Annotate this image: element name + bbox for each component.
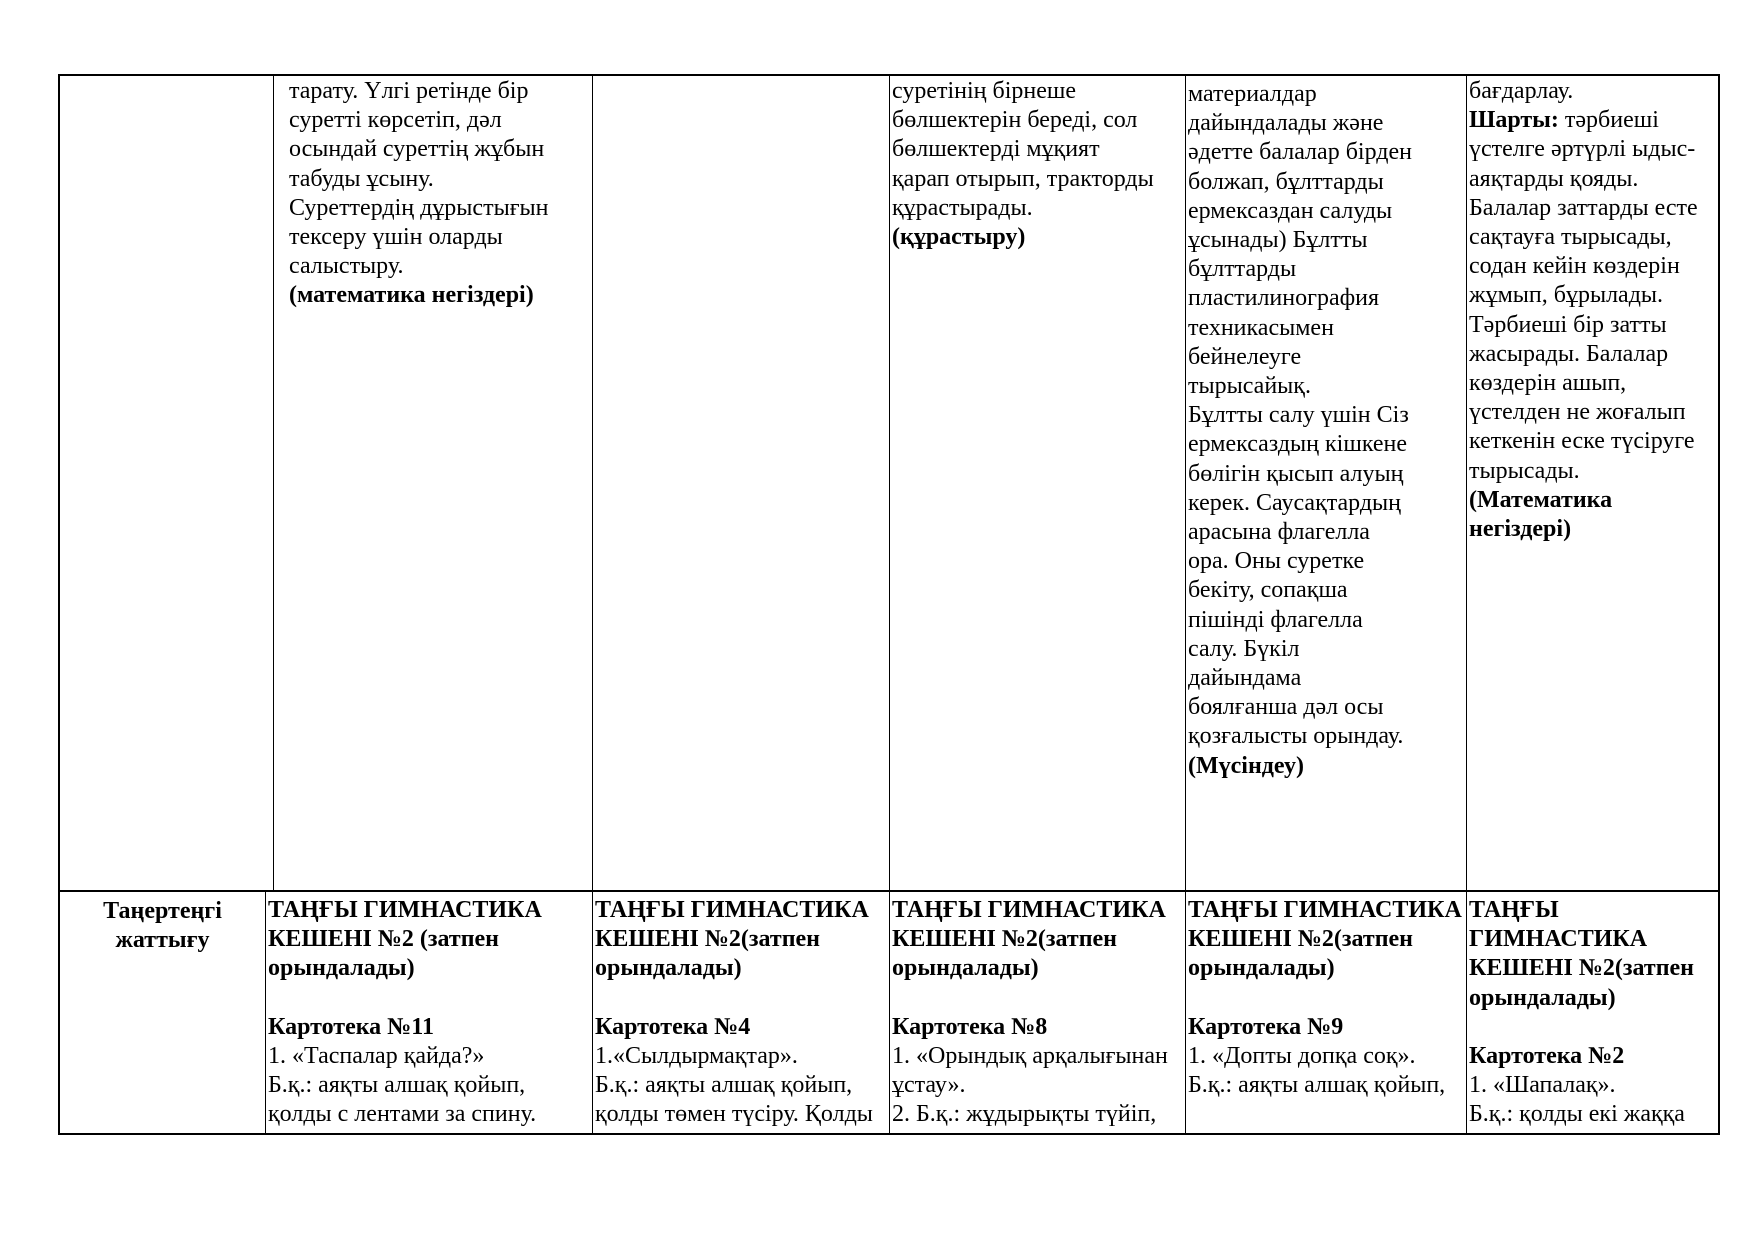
col-divider — [1466, 74, 1467, 891]
col-divider — [592, 890, 593, 1134]
col-divider — [889, 74, 890, 891]
row2-col2: ТАҢҒЫ ГИМНАСТИКА КЕШЕНІ №2(затпен орындалады) Картотека №4 1.«Сылдырмақтар». Б.қ.: аяқты алшақ қойып, қолды төмен түсіру. Қолды — [595, 896, 887, 1132]
row1-col5: бағдарлау. Шарты: тәрбиеші үстелге әртүрлі ыдыс- аяқтарды қояды. Балалар заттарды есте сақтауға тырысады, содан кейін көздерін жұмып, бұрылады. Тәрбиеші бір затты жасырады. Балалар көздерін ашып, үстелден не жоғалып кеткенін еске түсіруге тырысады. (Математика негіздері) — [1469, 77, 1717, 887]
row2-col3: ТАҢҒЫ ГИМНАСТИКА КЕШЕНІ №2(затпен орындалады) Картотека №8 1. «Орындық арқалығынан ұстау». 2. Б.қ.: жұдырықты түйіп, — [892, 896, 1184, 1132]
table-border-right — [1718, 74, 1720, 1135]
card-number: Картотека №9 — [1188, 1013, 1344, 1040]
col-divider — [1185, 890, 1186, 1134]
subject-tag: негіздері) — [1469, 516, 1572, 543]
col-divider — [889, 890, 890, 1134]
card-number: Картотека №2 — [1469, 1042, 1625, 1069]
col-divider — [1466, 890, 1467, 1134]
row2-col5: ТАҢҒЫ ГИМНАСТИКА КЕШЕНІ №2(затпен орындалады) Картотека №2 1. «Шапалақ». Б.қ.: қолды екі жаққа — [1469, 896, 1717, 1132]
card-number: Картотека №11 — [268, 1013, 434, 1040]
card-number: Картотека №4 — [595, 1013, 751, 1040]
row2-col4: ТАҢҒЫ ГИМНАСТИКА КЕШЕНІ №2(затпен орындалады) Картотека №9 1. «Допты допқа соқ». Б.қ.: аяқты алшақ қойып, — [1188, 896, 1464, 1132]
row1-col1: тарату. Үлгі ретінде бір суретті көрсетіп, дәл осындай суреттің жұбын табуды ұсыну. Суреттердің дұрыстығын тексеру үшін оларды салыстыру. (математика негіздері) — [289, 77, 589, 887]
row1-col3: суретінің бірнеше бөлшектерін береді, сол бөлшектерді мұқият қарап отырып, тракторды құрастырады. (құрастыру) — [892, 77, 1184, 887]
subject-tag: (Математика — [1469, 486, 1613, 513]
subject-tag: (математика негіздері) — [289, 282, 534, 309]
condition-line: Шарты: тәрбиеші — [1469, 107, 1659, 134]
col-divider — [265, 890, 266, 1134]
card-number: Картотека №8 — [892, 1013, 1048, 1040]
subject-tag: (құрастыру) — [892, 224, 1026, 251]
row-label: Таңертеңгі жаттығу — [103, 898, 222, 954]
row1-col2 — [595, 77, 885, 887]
col-divider — [1185, 74, 1186, 891]
subject-tag: (Мүсіндеу) — [1188, 752, 1304, 779]
row1-col4: материалдар дайындалады және әдетте балалар бірден болжап, бұлттарды ермексаздан салуды ұсынады) Бұлтты бұлттарды пластилинография техникасымен бейнелеуге тырысайық. Бұлтты салу үшін Сіз ермексаздың кішкене бөлігін қысып алуың керек. Саусақтардың арасына флагелла ора. Оны суретке бекіту, сопақша пішінді флагелла салу. Бүкіл дайындама боялғанша дәл осы қозғалысты орындау. (Мүсіндеу) — [1188, 80, 1464, 890]
col-divider — [592, 74, 593, 891]
col-divider — [273, 74, 274, 891]
row2-col1: ТАҢҒЫ ГИМНАСТИКА КЕШЕНІ №2 (затпен орындалады) Картотека №11 1. «Таспалар қайда?» Б.қ.: аяқты алшақ қойып, қолды с лентами за спину. — [268, 896, 590, 1132]
